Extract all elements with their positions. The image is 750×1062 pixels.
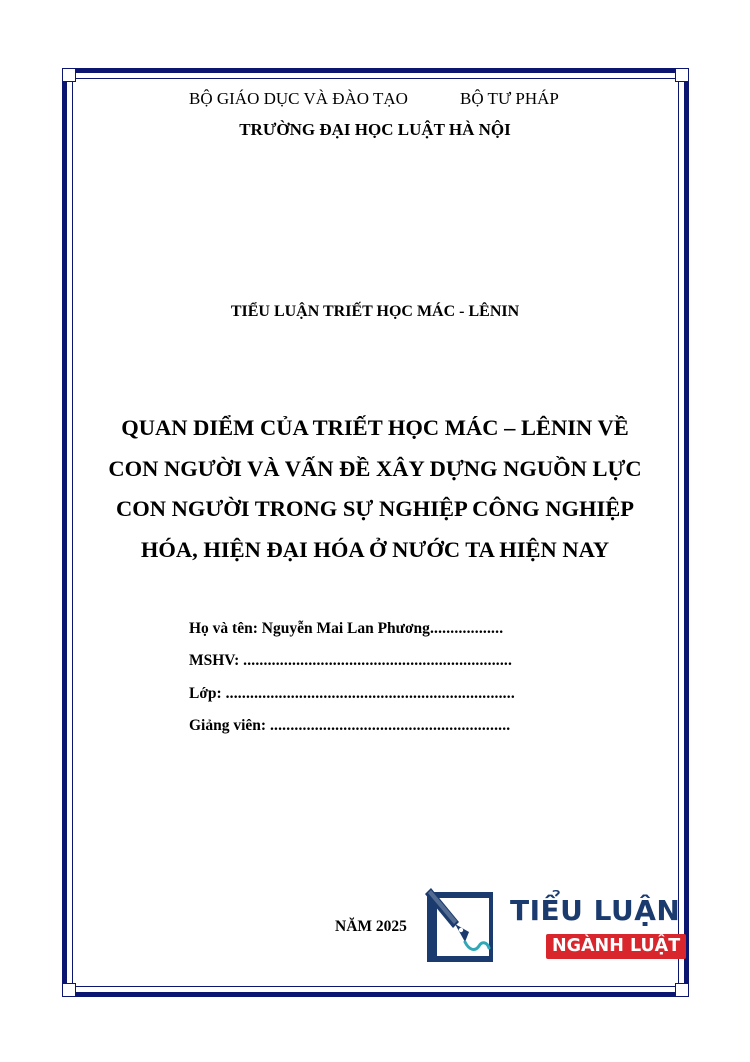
border-corner [62, 68, 76, 82]
border-corner [675, 68, 689, 82]
lecturer-label: Giảng viên: [189, 716, 270, 734]
student-id-row [189, 652, 515, 684]
title-line: QUAN DIỂM CỦA TRIẾT HỌC MÁC – LÊNIN VỀ [121, 415, 629, 440]
fill-dots: .................................................................. [243, 652, 513, 670]
fill-dots: ....................................................................... [225, 684, 515, 702]
ministry-education: BỘ GIÁO DỤC VÀ ĐÀO TẠO [189, 89, 408, 108]
class-label: Lớp: [189, 684, 226, 702]
student-name-row [189, 620, 515, 652]
student-info [189, 620, 515, 749]
border-corner [675, 983, 689, 997]
student-name-label: Họ và tên: Nguyễn Mai Lan Phương [189, 620, 430, 637]
university-name: TRƯỜNG ĐẠI HỌC LUẬT HÀ NỘI [239, 120, 511, 139]
title-line: HÓA, HIỆN ĐẠI HÓA Ở NƯỚC TA HIỆN NAY [140, 536, 610, 562]
document-title [0, 408, 750, 570]
document-subtitle: TIỂU LUẬN TRIẾT HỌC MÁC - LÊNIN [230, 303, 520, 320]
student-id-label: MSHV: [189, 652, 244, 670]
title-line: CON NGƯỜI VÀ VẤN ĐỀ XÂY DỰNG NGUỒN LỰC [108, 455, 642, 481]
fill-dots: .................. [429, 620, 504, 637]
logo-badge: NGÀNH LUẬT [546, 934, 686, 959]
ministry-justice: BỘ TƯ PHÁP [460, 89, 559, 108]
lecturer-row [189, 717, 515, 749]
pen-nib-icon [425, 888, 497, 966]
year: NĂM 2025 [335, 918, 407, 935]
logo-title: TIỂU LUẬN [510, 894, 681, 927]
fill-dots: ........................................................... [269, 716, 511, 734]
border-corner [62, 983, 76, 997]
class-row [189, 685, 515, 717]
title-line: CON NGƯỜI TRONG SỰ NGHIỆP CÔNG NGHIỆP [116, 496, 634, 521]
